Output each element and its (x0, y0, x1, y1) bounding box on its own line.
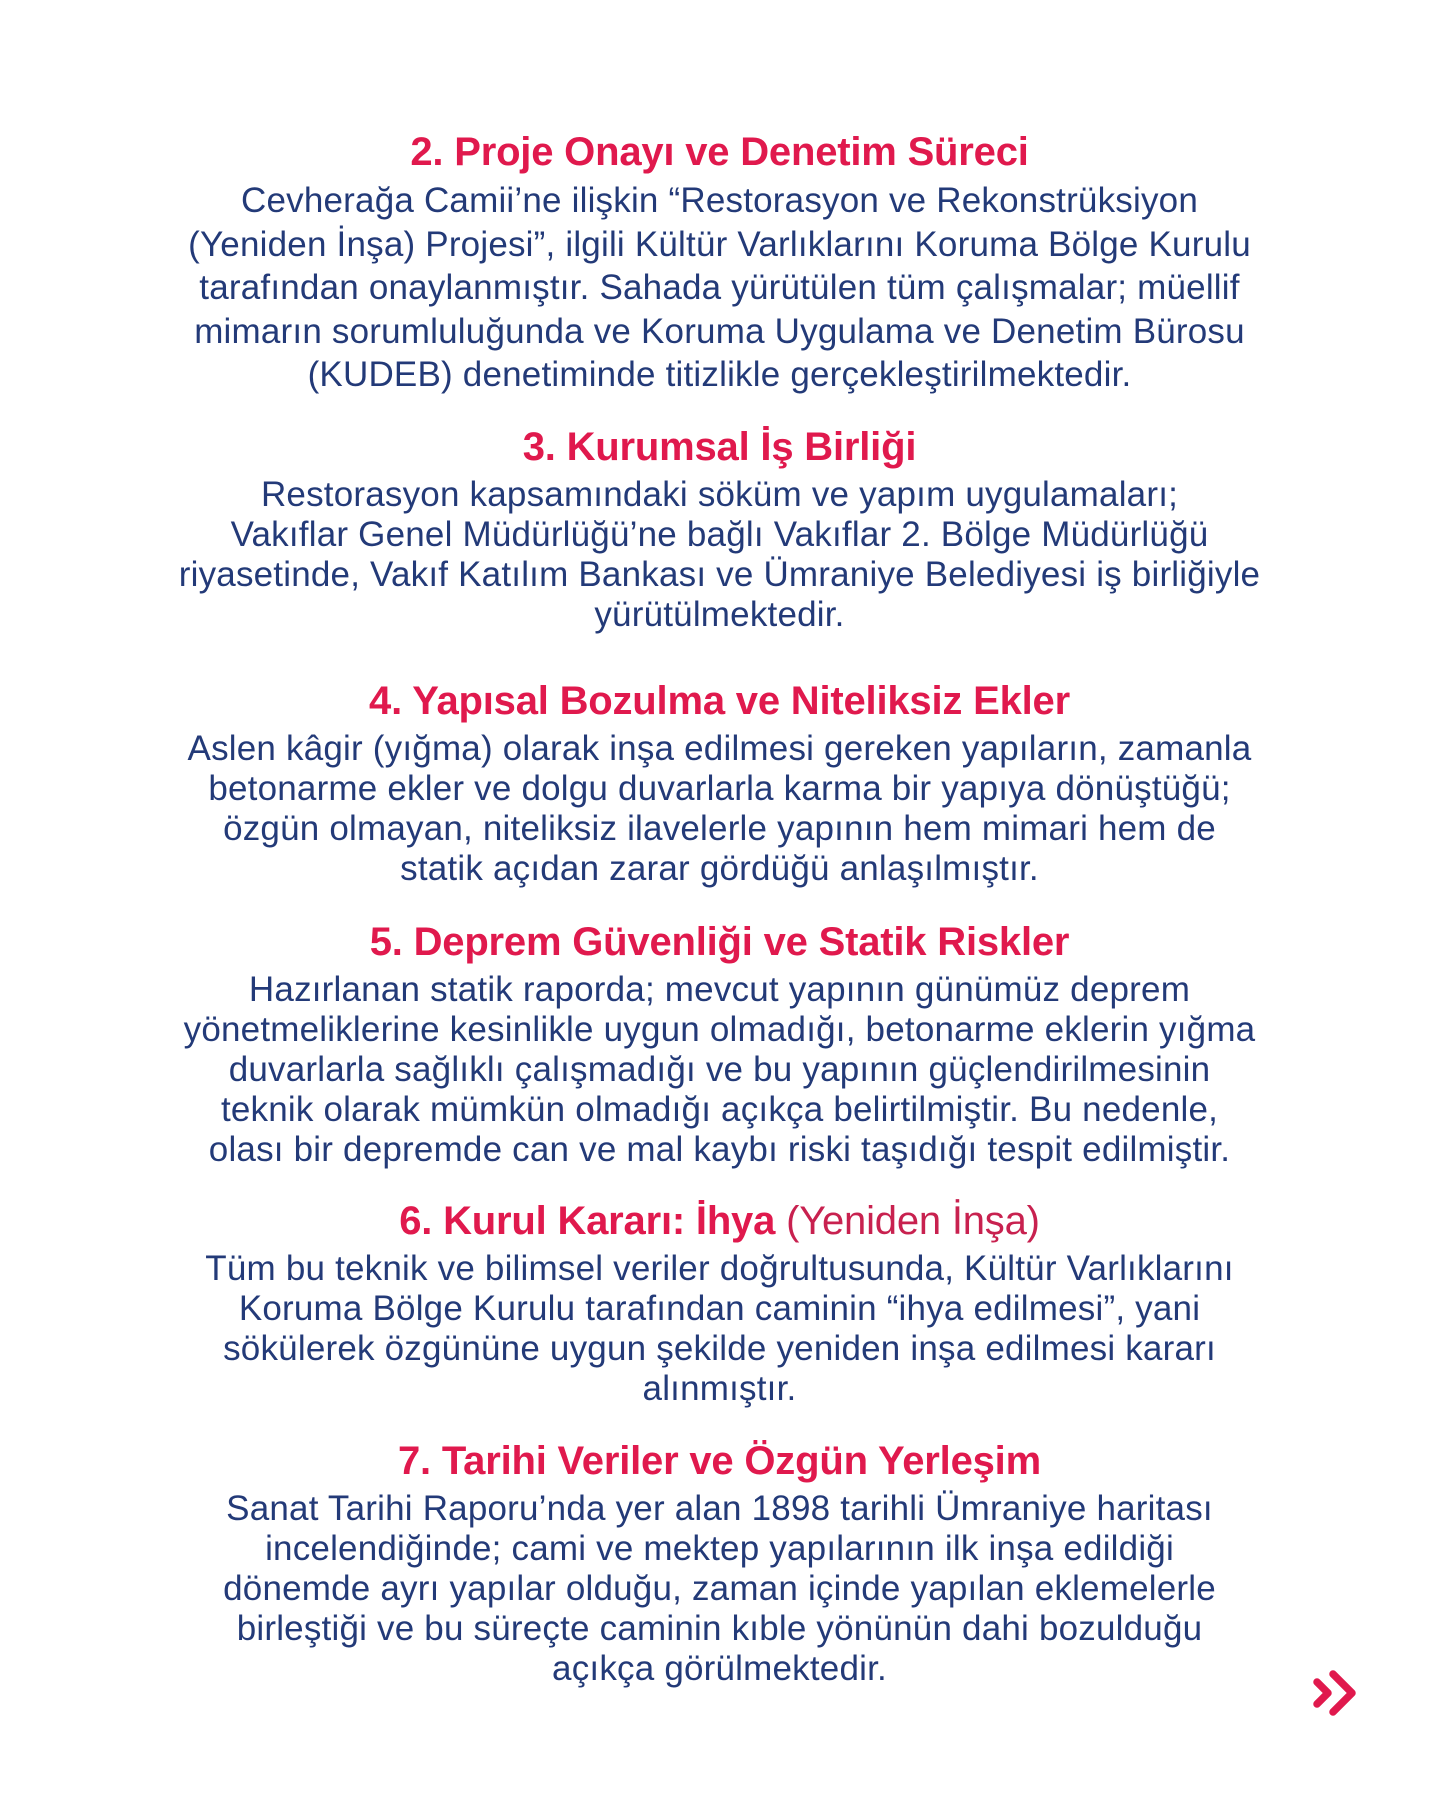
body-line: Koruma Bölge Kurulu tarafından caminin “ihya edilmesi”, yani (238, 1289, 1201, 1328)
body-line: betonarme ekler ve dolgu duvarlarla karma bir yapıya dönüştüğü; (208, 769, 1231, 808)
section-project-approval (0, 131, 1439, 397)
body-line: Vakıflar Genel Müdürlüğü’ne bağlı Vakıflar 2. Bölge Müdürlüğü (230, 515, 1209, 554)
body-line: yürütülmektedir. (594, 595, 845, 634)
section-heading: 5. Deprem Güvenliği ve Statik Riskler (369, 920, 1070, 964)
body-line: Cevherağa Camii’ne ilişkin “Restorasyon ve Rekonstrüksiyon (241, 181, 1198, 220)
body-line: dönemde ayrı yapılar olduğu, zaman içinde yapılan eklemelerle (223, 1569, 1216, 1608)
section-body (0, 970, 1439, 1170)
section-institutional-cooperation (0, 426, 1439, 635)
body-line: statik açıdan zarar gördüğü anlaşılmıştır. (400, 849, 1039, 888)
body-line: mimarın sorumluluğunda ve Koruma Uygulama ve Denetim Bürosu (194, 311, 1245, 351)
section-structural-deterioration (0, 680, 1439, 889)
section-earthquake-safety (0, 921, 1439, 1170)
body-line: alınmıştır. (642, 1369, 797, 1408)
body-line: Hazırlanan statik raporda; mevcut yapının günümüz deprem (248, 970, 1191, 1009)
section-body (0, 1489, 1439, 1689)
body-line: (KUDEB) denetiminde titizlikle gerçekleştirilmektedir. (307, 355, 1132, 394)
body-line: Restorasyon kapsamındaki söküm ve yapım uygulamaları; (260, 475, 1179, 514)
body-line: duvarlarla sağlıklı çalışmadığı ve bu yapının güçlendirilmesinin (228, 1050, 1211, 1089)
body-line: birleştiği ve bu süreçte caminin kıble yönünün dahi bozulduğu (236, 1609, 1203, 1648)
body-line: (Yeniden İnşa) Projesi”, ilgili Kültür Varlıklarını Koruma Bölge Kurulu (188, 224, 1251, 264)
body-line: özgün olmayan, niteliksiz ilavelerle yapının hem mimari hem de (223, 809, 1216, 848)
section-heading (0, 1200, 1439, 1242)
next-page-button[interactable] (1311, 1668, 1363, 1720)
section-heading-suffix: (Yeniden İnşa) (786, 1199, 1040, 1243)
body-line: Aslen kâgir (yığma) olarak inşa edilmesi gereken yapıların, zamanla (187, 729, 1252, 768)
section-heading-main: 6. Kurul Kararı: İhya (399, 1199, 776, 1243)
section-body (0, 729, 1439, 889)
body-line: teknik olarak mümkün olmadığı açıkça belirtilmiştir. Bu nedenle, (220, 1090, 1219, 1129)
section-board-decision (0, 1200, 1439, 1409)
section-body (0, 1249, 1439, 1409)
body-line: incelendiğinde; cami ve mektep yapılarının ilk inşa edildiği (265, 1529, 1174, 1568)
body-line: Tüm bu teknik ve bilimsel veriler doğrultusunda, Kültür Varlıklarını (205, 1249, 1234, 1288)
section-body (0, 179, 1439, 397)
double-chevron-right-icon (1311, 1668, 1363, 1720)
section-heading: 2. Proje Onayı ve Denetim Süreci (410, 130, 1029, 174)
body-line: Sanat Tarihi Raporu’nda yer alan 1898 tarihli Ümraniye haritası (226, 1489, 1213, 1528)
section-heading: 7. Tarihi Veriler ve Özgün Yerleşim (398, 1439, 1041, 1483)
section-historical-data (0, 1440, 1439, 1689)
section-heading: 4. Yapısal Bozulma ve Niteliksiz Ekler (369, 679, 1070, 723)
section-body (0, 475, 1439, 635)
body-line: yönetmeliklerine kesinlikle uygun olmadığı, betonarme eklerin yığma (183, 1010, 1256, 1049)
body-line: açıkça görülmektedir. (552, 1649, 887, 1688)
body-line: riyasetinde, Vakıf Katılım Bankası ve Ümraniye Belediyesi iş birliğiyle (178, 555, 1261, 594)
body-line: sökülerek özgününe uygun şekilde yeniden inşa edilmesi kararı (223, 1329, 1216, 1368)
section-heading: 3. Kurumsal İş Birliği (522, 425, 917, 469)
body-line: tarafından onaylanmıştır. Sahada yürütülen tüm çalışmalar; müellif (199, 268, 1240, 307)
body-line: olası bir depremde can ve mal kaybı riski taşıdığı tespit edilmiştir. (208, 1130, 1231, 1169)
